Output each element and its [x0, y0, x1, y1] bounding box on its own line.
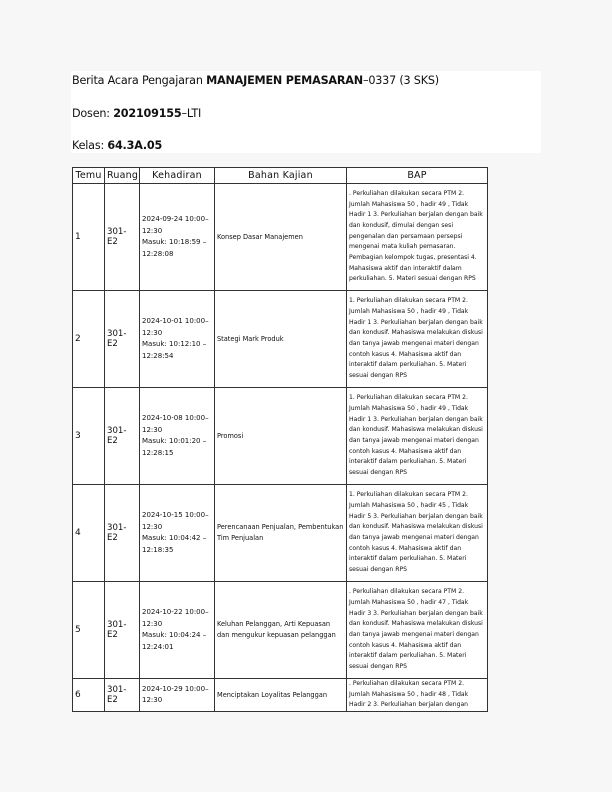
lecturer-suffix: –LTI: [181, 107, 202, 120]
table-row: [73, 184, 488, 291]
course-code: –0337 (3 SKS): [362, 74, 439, 87]
column-header-bahan-kajian: Bahan Kajian: [215, 168, 347, 184]
class-value: 64.3A.05: [107, 139, 163, 152]
teaching-record: 1. Perkuliahan dilakukan secara PTM 2. Jumlah Mahasiswa 50 , hadir 49 , Tidak Hadir 1 3. Perkuliahan berjalan dengan baik dan kondusif. Mahasiswa melakukan diskusi dan tanya jawab mengenai materi dengan contoh kasus 4. Mahasiswa aktif dan interaktif dalam perkuliahan. 5. Materi sesuai dengan RPS: [347, 291, 488, 388]
table-row: [73, 485, 488, 582]
check-in-time: Masuk: 10:01:20 – 12:28:15: [142, 437, 207, 457]
column-header-ruang: Ruang: [105, 168, 140, 184]
meeting-number: 6: [73, 679, 105, 712]
column-header-kehadiran: Kehadiran: [140, 168, 215, 184]
teaching-record: . Perkuliahan dilakukan secara PTM 2. Jumlah Mahasiswa 50 , hadir 47 , Tidak Hadir 3 3. Perkuliahan berjalan dengan baik dan kondusif. Mahasiswa melakukan diskusi dan tanya jawab mengenai materi dengan contoh kasus 4. Mahasiswa aktif dan interaktif dalam perkuliahan. 5. Materi sesuai dengan RPS: [347, 582, 488, 679]
schedule-time: 2024-10-15 10:00–12:30: [142, 511, 209, 531]
study-material: Menciptakan Loyalitas Pelanggan: [215, 679, 347, 712]
course-name: MANAJEMEN PEMASARAN: [206, 74, 363, 87]
schedule-time: 2024-10-22 10:00–12:30: [142, 608, 209, 628]
attendance-cell: [140, 679, 215, 712]
class-label: Kelas:: [72, 139, 108, 152]
meeting-number: 3: [73, 388, 105, 485]
room: 301-E2: [105, 485, 140, 582]
attendance-cell: [140, 184, 215, 291]
teaching-record-table: [72, 167, 488, 712]
teaching-record: 1. Perkuliahan dilakukan secara PTM 2. Jumlah Mahasiswa 50 , hadir 45 , Tidak Hadir 5 3. Perkuliahan berjalan dengan baik dan kondusif. Mahasiswa melakukan diskusi dan tanya jawab mengenai materi dengan contoh kasus 4. Mahasiswa aktif dan interaktif dalam perkuliahan. 5. Materi sesuai dengan RPS: [347, 485, 488, 582]
meeting-number: 1: [73, 184, 105, 291]
schedule-time: 2024-10-08 10:00–12:30: [142, 414, 209, 434]
document-header: [71, 71, 541, 153]
check-in-time: Masuk: 10:12:10 – 12:28:54: [142, 340, 207, 360]
teaching-record: . Perkuliahan dilakukan secara PTM 2. Jumlah Mahasiswa 50 , hadir 49 , Tidak Hadir 1 3. Perkuliahan berjalan dengan baik dan kondusif, dimulai dengan sesi pengenalan dan persamaan persepsi mengenai mata kuliah pemasaran. Pembagian kelompok tugas, presentasi 4. Mahasiswa aktif dan interaktif dalam perkuliahan. 5. Materi sesuai dengan RPS: [347, 184, 488, 291]
check-in-time: Masuk: 10:04:42 – 12:18:35: [142, 534, 207, 554]
teaching-record: 1. Perkuliahan dilakukan secara PTM 2. Jumlah Mahasiswa 50 , hadir 49 , Tidak Hadir 1 3. Perkuliahan berjalan dengan baik dan kondusif. Mahasiswa melakukan diskusi dan tanya jawab mengenai materi dengan contoh kasus 4. Mahasiswa aktif dan interaktif dalam perkuliahan. 5. Materi sesuai dengan RPS: [347, 388, 488, 485]
room: 301-E2: [105, 184, 140, 291]
attendance-cell: [140, 582, 215, 679]
lecturer-label: Dosen:: [72, 107, 114, 120]
column-header-bap: BAP: [347, 168, 488, 184]
title-prefix: Berita Acara Pengajaran: [72, 74, 207, 87]
room: 301-E2: [105, 291, 140, 388]
meeting-number: 2: [73, 291, 105, 388]
table-row: [73, 388, 488, 485]
meeting-number: 5: [73, 582, 105, 679]
room: 301-E2: [105, 582, 140, 679]
lecturer-line: [72, 107, 201, 120]
table-header-row: [73, 168, 488, 184]
check-in-time: Masuk: 10:18:59 – 12:28:08: [142, 238, 207, 258]
schedule-time: 2024-10-01 10:00–12:30: [142, 317, 209, 337]
room: 301-E2: [105, 679, 140, 712]
document-title: [72, 74, 439, 87]
study-material: Promosi: [215, 388, 347, 485]
study-material: Perencanaan Penjualan, Pembentukan Tim Penjualan: [215, 485, 347, 582]
table-row: [73, 291, 488, 388]
class-line: [72, 139, 162, 152]
lecturer-id: 202109155: [113, 107, 182, 120]
column-header-temu: Temu: [73, 168, 105, 184]
table-row: [73, 582, 488, 679]
study-material: Keluhan Pelanggan, Arti Kepuasan dan mengukur kepuasan pelanggan: [215, 582, 347, 679]
meeting-number: 4: [73, 485, 105, 582]
study-material: Konsep Dasar Manajemen: [215, 184, 347, 291]
schedule-time: 2024-09-24 10:00–12:30: [142, 215, 209, 235]
attendance-cell: [140, 388, 215, 485]
check-in-time: Masuk: 10:04:24 – 12:24:01: [142, 631, 207, 651]
table-row: [73, 679, 488, 712]
teaching-record: . Perkuliahan dilakukan secara PTM 2. Jumlah Mahasiswa 50 , hadir 48 , Tidak Hadir 2 3. Perkuliahan berjalan dengan: [347, 679, 488, 712]
attendance-cell: [140, 291, 215, 388]
study-material: Stategi Mark Produk: [215, 291, 347, 388]
schedule-time: 2024-10-29 10:00–12:30: [142, 684, 209, 705]
room: 301-E2: [105, 388, 140, 485]
attendance-cell: [140, 485, 215, 582]
